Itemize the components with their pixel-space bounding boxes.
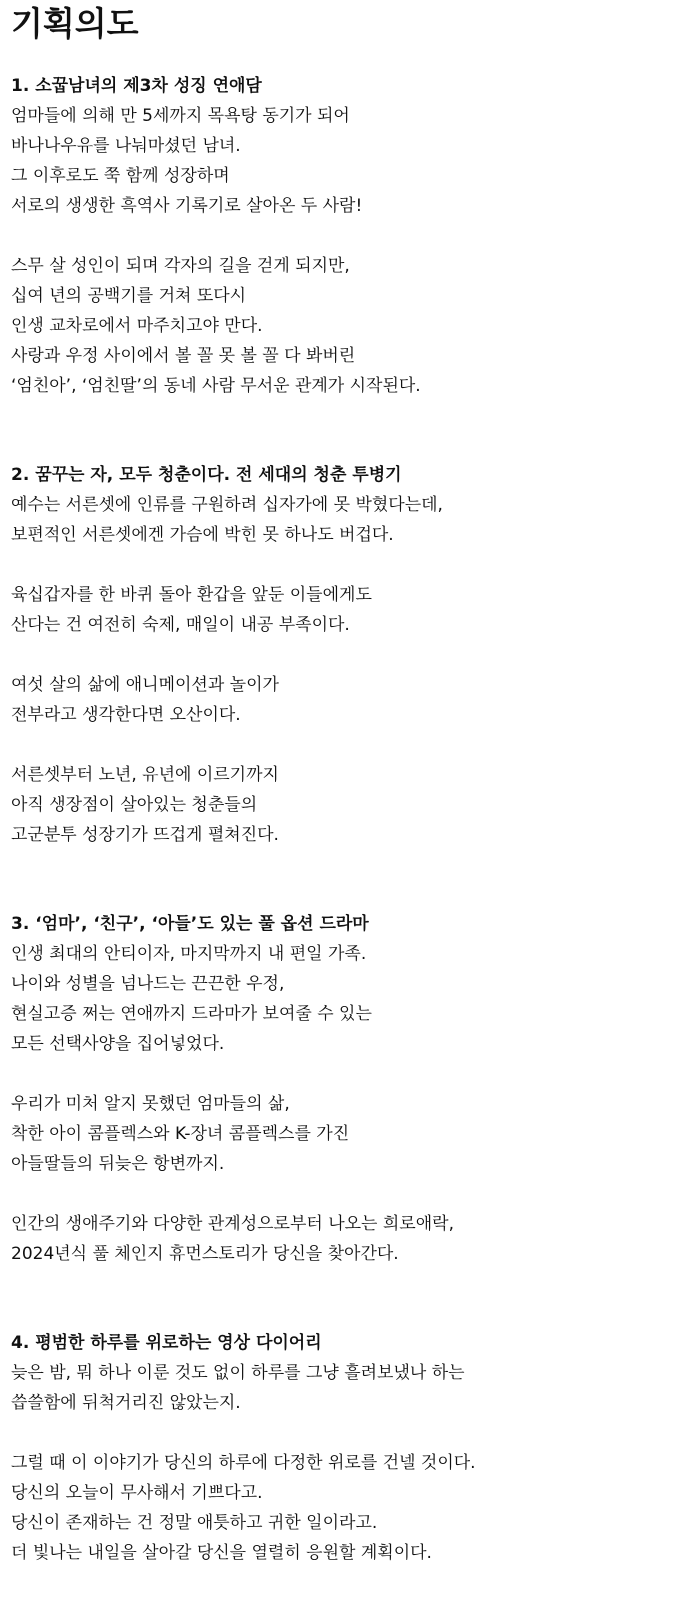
text-line: 십여 년의 공백기를 거쳐 또다시 [11, 286, 247, 306]
text-line: 바나나우유를 나눠마셨던 남녀. [11, 136, 241, 156]
text-line: 서른셋부터 노년, 유년에 이르기까지 [11, 765, 279, 785]
page-title: 기획의도 [11, 4, 139, 43]
text-line: 아직 생장점이 살아있는 청춘들의 [11, 795, 258, 815]
text-line: 산다는 건 여전히 숙제, 매일이 내공 부족이다. [11, 615, 350, 635]
text-line: 2024년식 풀 체인지 휴먼스토리가 당신을 찾아간다. [11, 1244, 399, 1264]
text-line: 여섯 살의 삶에 애니메이션과 놀이가 [11, 675, 279, 695]
text-line: 그 이후로도 쭉 함께 성장하며 [11, 166, 230, 186]
paragraph [11, 490, 691, 550]
text-line: 씁쓸함에 뒤척거리진 않았는지. [11, 1393, 241, 1413]
section-heading: 4. 평범한 하루를 위로하는 영상 다이어리 [11, 1333, 322, 1353]
text-line: 육십갑자를 한 바퀴 돌아 환갑을 앞둔 이들에게도 [11, 585, 372, 605]
text-line: 아들딸들의 뒤늦은 항변까지. [11, 1154, 225, 1174]
text-line: 착한 아이 콤플렉스와 K-장녀 콤플렉스를 가진 [11, 1124, 350, 1144]
text-line: 모든 선택사양을 집어넣었다. [11, 1034, 225, 1054]
text-line: 예수는 서른셋에 인류를 구원하려 십자가에 못 박혔다는데, [11, 495, 443, 515]
text-line: 늦은 밤, 뭐 하나 이룬 것도 없이 하루를 그냥 흘려보냈나 하는 [11, 1363, 465, 1383]
text-line: 더 빛나는 내일을 살아갈 당신을 열렬히 응원할 계획이다. [11, 1543, 432, 1563]
section-heading: 1. 소꿉남녀의 제3차 성징 연애담 [11, 76, 262, 96]
paragraph [11, 1209, 691, 1269]
text-line: 나이와 성별을 넘나드는 끈끈한 우정, [11, 974, 285, 994]
paragraph [11, 580, 691, 640]
paragraph [11, 760, 691, 850]
text-line: 우리가 미처 알지 못했던 엄마들의 삶, [11, 1094, 290, 1114]
paragraph [11, 1448, 691, 1568]
section-2 [11, 460, 691, 850]
text-line: 고군분투 성장기가 뜨겁게 펼쳐진다. [11, 825, 279, 845]
text-line: ‘엄친아’, ‘엄친딸’의 동네 사람 무서운 관계가 시작된다. [11, 376, 421, 396]
text-line: 서로의 생생한 흑역사 기록기로 살아온 두 사람! [11, 196, 363, 216]
section-3 [11, 909, 691, 1269]
text-line: 인생 교차로에서 마주치고야 만다. [11, 316, 263, 336]
text-line: 사랑과 우정 사이에서 볼 꼴 못 볼 꼴 다 봐버린 [11, 346, 356, 366]
text-line: 그럴 때 이 이야기가 당신의 하루에 다정한 위로를 건넬 것이다. [11, 1453, 476, 1473]
section-4 [11, 1328, 691, 1568]
text-line: 현실고증 쩌는 연애까지 드라마가 보여줄 수 있는 [11, 1004, 372, 1024]
document-page [11, 0, 691, 1568]
section-heading: 2. 꿈꾸는 자, 모두 청춘이다. 전 세대의 청춘 투병기 [11, 465, 402, 485]
text-line: 스무 살 성인이 되며 각자의 길을 걷게 되지만, [11, 256, 350, 276]
section-heading: 3. ‘엄마’, ‘친구’, ‘아들’도 있는 풀 옵션 드라마 [11, 914, 369, 934]
paragraph [11, 939, 691, 1059]
paragraph [11, 101, 691, 221]
text-line: 인간의 생애주기와 다양한 관계성으로부터 나오는 희로애락, [11, 1214, 454, 1234]
text-line: 인생 최대의 안티이자, 마지막까지 내 편일 가족. [11, 944, 367, 964]
paragraph [11, 670, 691, 730]
text-line: 보편적인 서른셋에겐 가슴에 박힌 못 하나도 버겁다. [11, 525, 394, 545]
text-line: 당신이 존재하는 건 정말 애틋하고 귀한 일이라고. [11, 1513, 378, 1533]
paragraph [11, 1358, 691, 1418]
text-line: 엄마들에 의해 만 5세까지 목욕탕 동기가 되어 [11, 106, 350, 126]
text-line: 전부라고 생각한다면 오산이다. [11, 705, 241, 725]
section-1 [11, 71, 691, 401]
paragraph [11, 251, 691, 401]
text-line: 당신의 오늘이 무사해서 기쁘다고. [11, 1483, 263, 1503]
paragraph [11, 1089, 691, 1179]
